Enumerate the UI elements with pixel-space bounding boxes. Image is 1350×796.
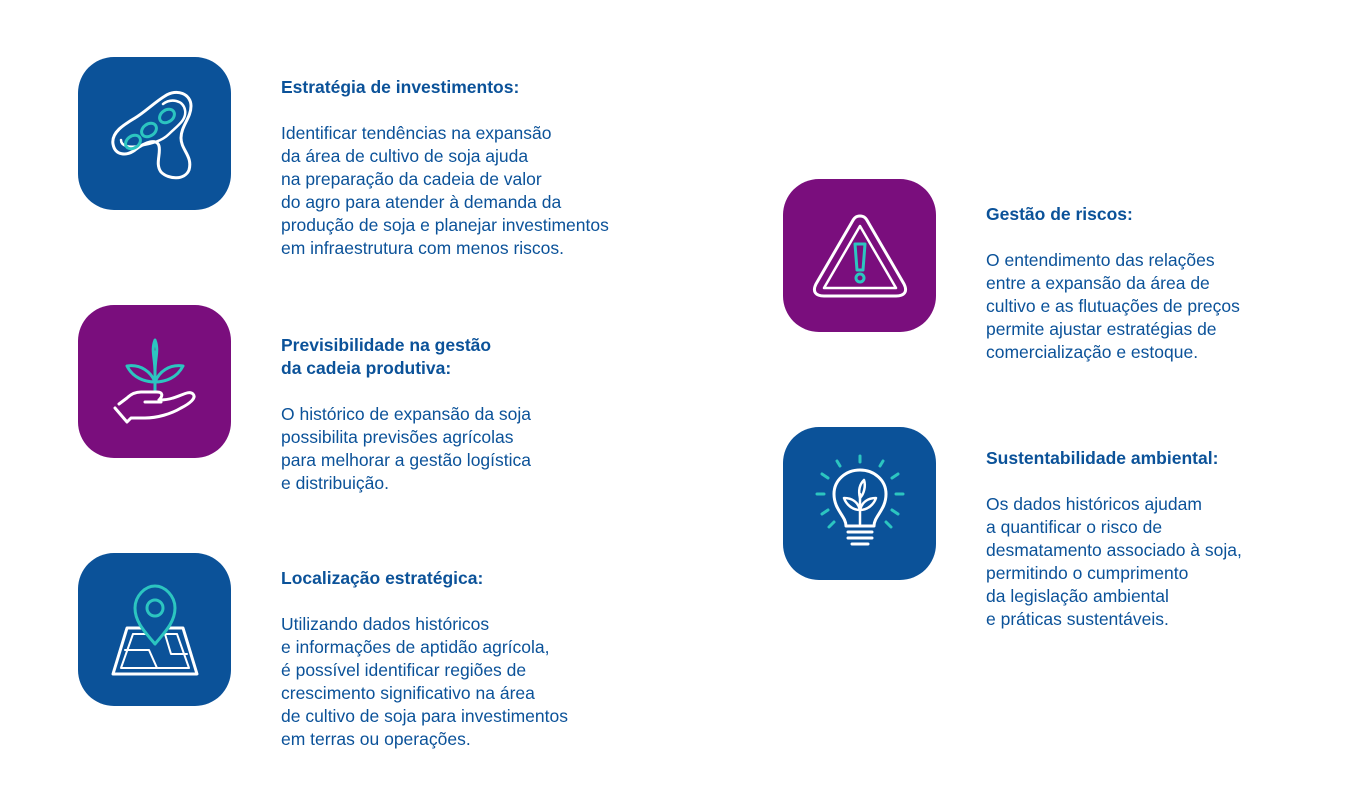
item-title: Estratégia de investimentos: — [281, 77, 520, 97]
strategic-location-text — [281, 544, 568, 774]
item-body: O entendimento das relações entre a expansão da área de cultivo e as flutuações de preços permite ajustar estratégias de comercialização e estoque. — [986, 250, 1240, 362]
item-body: Os dados históricos ajudam a quantificar o risco de desmatamento associado à soja, permitindo o cumprimento da legislação ambiental e práticas sustentáveis. — [986, 494, 1242, 629]
warning-triangle-icon — [810, 206, 910, 306]
item-title: Previsibilidade na gestão da cadeia produtiva: — [281, 335, 492, 378]
map-pin-icon — [105, 580, 205, 680]
sustainability-text — [986, 424, 1242, 654]
lightbulb-plant-icon — [810, 454, 910, 554]
predictability-text — [281, 311, 531, 518]
item-title: Sustentabilidade ambiental: — [986, 448, 1219, 468]
hand-plant-icon — [105, 332, 205, 432]
item-body: O histórico de expansão da soja possibilita previsões agrícolas para melhorar a gestão logística e distribuição. — [281, 404, 532, 493]
strategic-location-icon-tile — [78, 553, 231, 706]
item-title: Gestão de riscos: — [986, 204, 1133, 224]
item-body: Utilizando dados históricos e informações de aptidão agrícola, é possível identificar regiões de crescimento significativo na área de cultivo de soja para investimentos em terras ou operações. — [281, 614, 568, 749]
soybean-pod-icon — [105, 84, 205, 184]
investment-strategy-text — [281, 53, 609, 283]
investment-strategy-icon-tile — [78, 57, 231, 210]
risk-management-text — [986, 180, 1240, 387]
risk-management-icon-tile — [783, 179, 936, 332]
sustainability-icon-tile — [783, 427, 936, 580]
item-body: Identificar tendências na expansão da área de cultivo de soja ajuda na preparação da cadeia de valor do agro para atender à demanda da produção de soja e planejar investimentos em infraestrutura com menos riscos. — [281, 123, 609, 258]
predictability-icon-tile — [78, 305, 231, 458]
item-title: Localização estratégica: — [281, 568, 484, 588]
